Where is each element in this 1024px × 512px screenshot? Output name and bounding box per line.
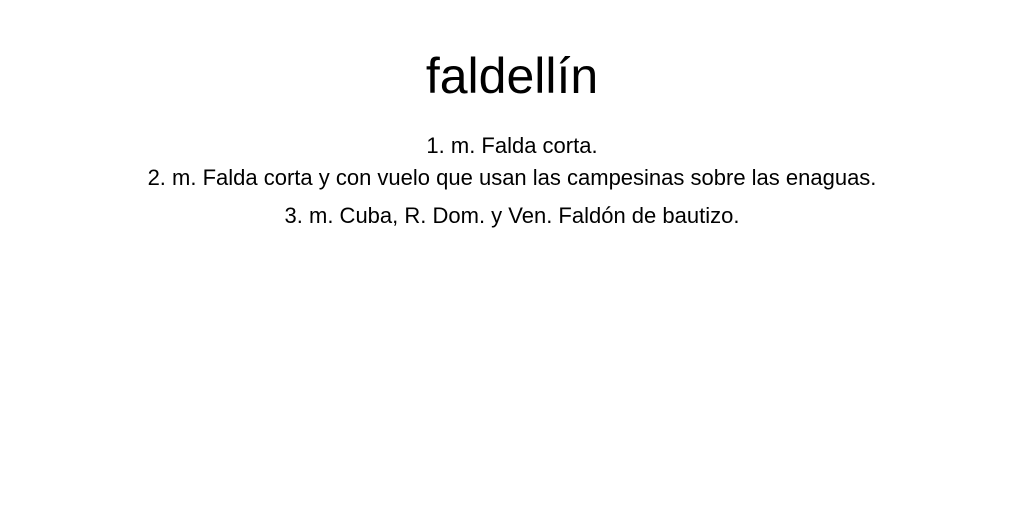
definition-item: 2. m. Falda corta y con vuelo que usan las campesinas sobre las enaguas. [147,165,877,190]
definition-item: 1. m. Falda corta. [426,133,598,158]
definition-list [0,130,1024,232]
definition-item: 3. m. Cuba, R. Dom. y Ven. Faldón de bautizo. [284,203,740,228]
headword: faldellín [425,48,599,104]
